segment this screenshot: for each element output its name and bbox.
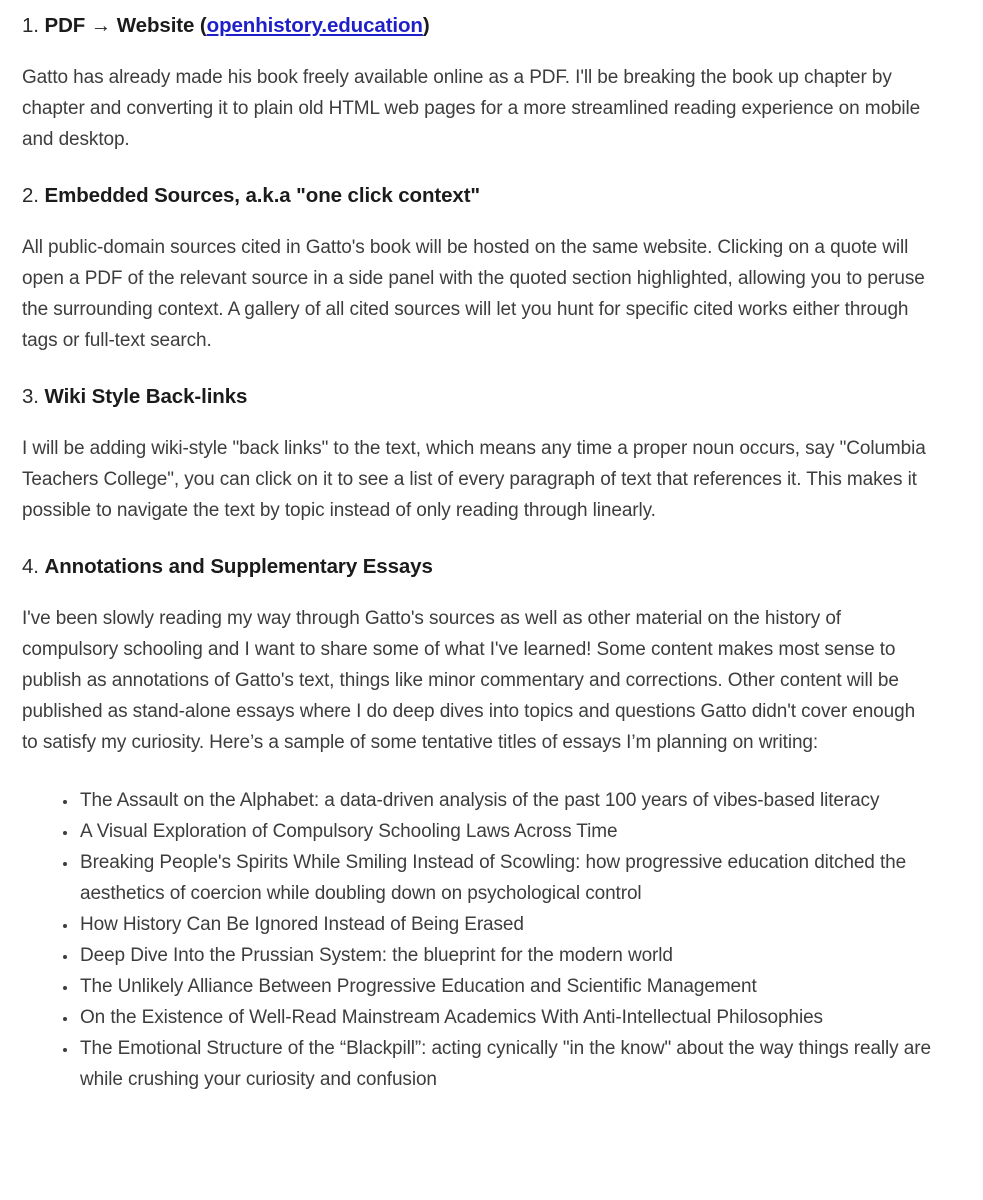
essay-item: • How History Can Be Ignored Instead of Being Erased bbox=[78, 909, 935, 940]
essay-item: • Deep Dive Into the Prussian System: the blueprint for the modern world bbox=[78, 940, 935, 971]
heading-title-post: ) bbox=[422, 14, 430, 37]
openhistory-education-link[interactable]: openhistory.education bbox=[206, 14, 423, 37]
paragraph-wiki-backlinks: I will be adding wiki-style "back links" to the text, which means any time a proper noun occurs, say "Columbia Teachers College", you can click on it to see a list of every paragraph of text that references it. This makes it possible to navigate the text by topic instead of only reading through linearly. bbox=[22, 438, 926, 521]
essay-titles-list bbox=[22, 785, 935, 1095]
heading-number: 1. bbox=[22, 14, 39, 37]
essay-item: • The Emotional Structure of the “Blackpill”: acting cynically "in the know" about the way things really are while crushing your curiosity and confusion bbox=[78, 1033, 935, 1095]
section-heading-pdf-to-website bbox=[22, 12, 935, 40]
section-heading-wiki-backlinks bbox=[22, 383, 935, 411]
paragraph-embedded-sources: All public-domain sources cited in Gatto's book will be hosted on the same website. Clicking on a quote will open a PDF of the relevant source in a side panel with the quoted section highlighted, allowing you to peruse the surrounding context. A gallery of all cited sources will let you hunt for specific cited works either through tags or full-text search. bbox=[22, 237, 925, 351]
essay-item: • On the Existence of Well-Read Mainstream Academics With Anti-Intellectual Philosophies bbox=[78, 1002, 935, 1033]
paragraph-pdf-to-website: Gatto has already made his book freely available online as a PDF. I'll be breaking the book up chapter by chapter and converting it to plain old HTML web pages for a more streamlined reading experience on mobile and desktop. bbox=[22, 67, 921, 150]
section-heading-embedded-sources bbox=[22, 182, 935, 210]
essay-item: • A Visual Exploration of Compulsory Schooling Laws Across Time bbox=[78, 816, 935, 847]
heading-title: Annotations and Supplementary Essays bbox=[44, 555, 433, 578]
heading-number: 3. bbox=[22, 385, 39, 408]
section-heading-annotations-essays bbox=[22, 553, 935, 581]
essay-item: • The Unlikely Alliance Between Progressive Education and Scientific Management bbox=[78, 971, 935, 1002]
paragraph-annotations-essays: I've been slowly reading my way through Gatto's sources as well as other material on the history of compulsory schooling and I want to share some of what I've learned! Some content makes most sense to publish as annotations of Gatto's text, things like minor commentary and corrections. Other content will be published as stand-alone essays where I do deep dives into topics and questions Gatto didn't cover enough to satisfy my curiosity. Here’s a sample of some tentative titles of essays I’m planning on writing: bbox=[22, 608, 916, 753]
heading-title-pre: PDF → Website ( bbox=[44, 14, 207, 37]
heading-title: Wiki Style Back-links bbox=[44, 385, 248, 408]
heading-title bbox=[45, 14, 430, 37]
essay-item: • Breaking People's Spirits While Smiling Instead of Scowling: how progressive education ditched the aesthetics of coercion while doubling down on psychological control bbox=[78, 847, 935, 909]
heading-number: 4. bbox=[22, 555, 39, 578]
heading-number: 2. bbox=[22, 184, 39, 207]
essay-item: • The Assault on the Alphabet: a data-driven analysis of the past 100 years of vibes-based literacy bbox=[78, 785, 935, 816]
heading-title: Embedded Sources, a.k.a "one click context" bbox=[44, 184, 481, 207]
